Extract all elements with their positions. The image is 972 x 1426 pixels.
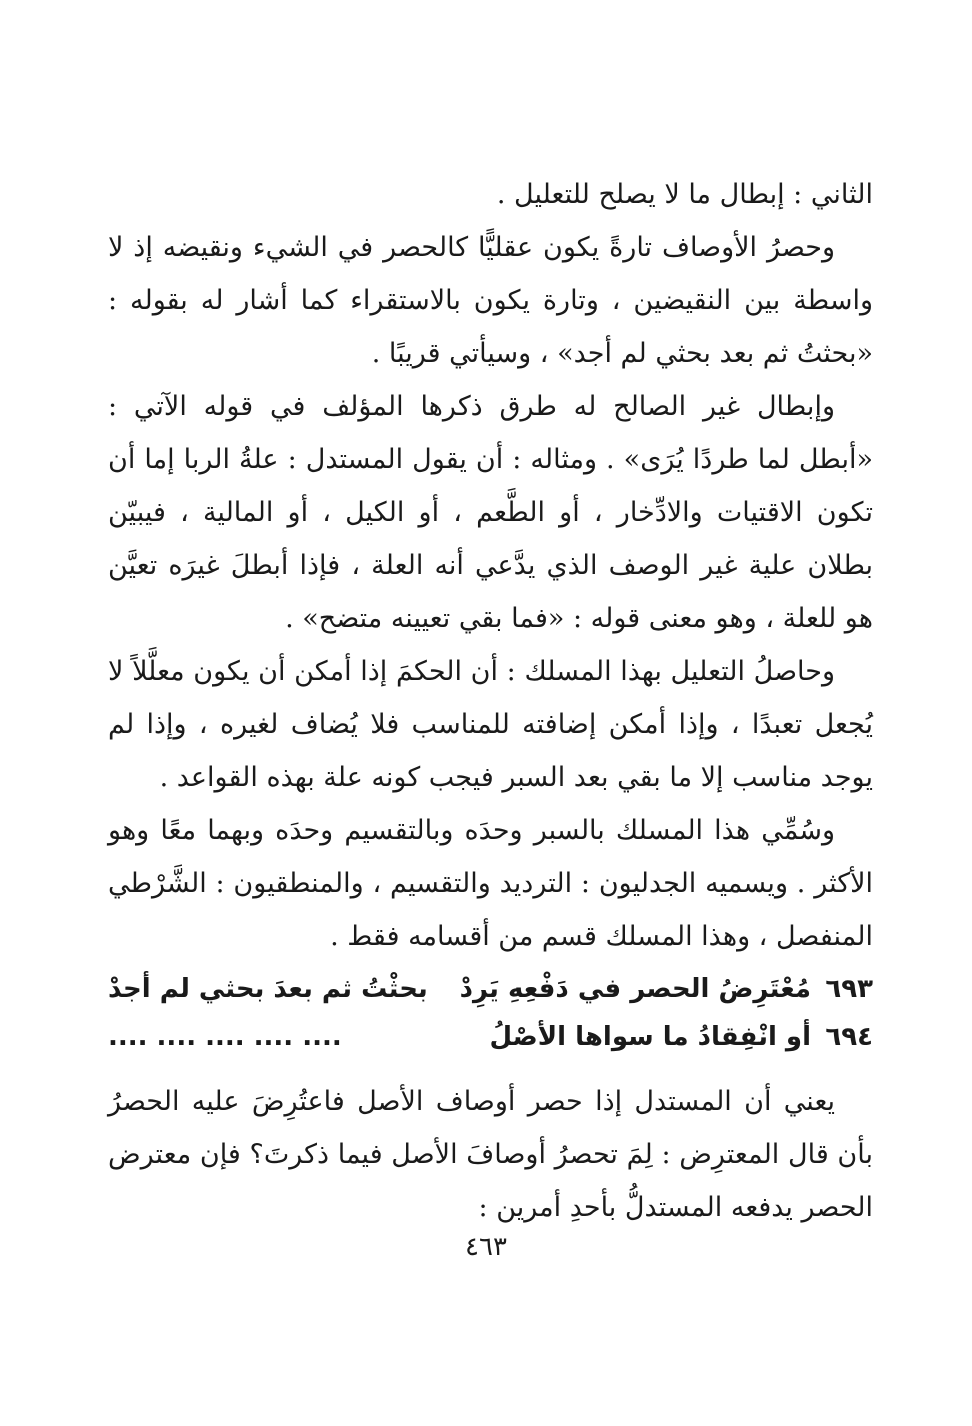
- paragraph: وحصرُ الأوصاف تارةً يكون عقليًّا كالحصر في الشيء ونقيضه إذ لا واسطة بين النقيضين ، وتارة يكون بالاستقراء كما أشار له بقوله : «بحثتُ ثم بعد بحثي لم أجد» ، وسيأتي قريبًا .: [108, 232, 873, 369]
- verse-line: [108, 965, 873, 1013]
- text-section-top: [108, 168, 873, 963]
- verse-number: ٦٩٣: [825, 974, 873, 1004]
- paragraph: الثاني : إبطال ما لا يصلح للتعليل .: [496, 179, 873, 210]
- verse-first-hemistich: أو انْفِقادُ ما سواها الأصْلُ: [489, 1022, 811, 1052]
- page-number: ٤٦٣: [465, 1232, 507, 1262]
- text-section-bottom: [108, 1075, 873, 1234]
- paragraph: وإبطال غير الصالح له طرق ذكرها المؤلف في قوله الآتي : «أبطل لما طردًا يُرَى» . ومثاله : أن يقول المستدل : علةُ الربا إما أن تكون الاقتيات والادِّخار ، أو الطَّعم ، أو الكيل ، أو المالية ، فيبيّن بطلان علية غير الوصف الذي يدَّعي أنه العلة ، فإذا أبطلَ غيرَه تعيَّن هو للعلة ، وهو معنى قوله : «فما بقي تعيينه متضح» .: [108, 391, 873, 634]
- verse-second-hemistich: بحثْتُ ثم بعدَ بحثي لم أجدْ: [108, 974, 428, 1004]
- verse-second-hemistich: .... .... .... .... ....: [108, 1022, 342, 1052]
- page-body: [108, 168, 873, 1234]
- paragraph: وحاصلُ التعليل بهذا المسلك : أن الحكمَ إذا أمكن أن يكون معلَّلاً لا يُجعل تعبدًا ، وإذا أمكن إضافته للمناسب فلا يُضاف لغيره ، وإذا لم يوجد مناسب إلا ما بقي بعد السبر فيجب كونه علة بهذه القواعد .: [108, 656, 873, 793]
- verse-first-hemistich: مُعْتَرِضُ الحصر في دَفْعِهِ يَرِدْ: [459, 974, 811, 1004]
- paragraph: يعني أن المستدل إذا حصر أوصاف الأصل فاعتُرِضَ عليه الحصرُ بأن قال المعترِض : لِمَ تحصرُ أوصافَ الأصل فيما ذكرتَ؟ فإن معترض الحصر يدفعه المستدلُّ بأحدِ أمرين :: [108, 1086, 873, 1223]
- verse-block: [108, 965, 873, 1061]
- paragraph: وسُمِّي هذا المسلك بالسبر وحدَه وبالتقسيم وحدَه وبهما معًا وهو الأكثر . ويسميه الجدليون : الترديد والتقسيم ، والمنطقيون : الشَّرْطي المنفصل ، وهذا المسلك قسم من أقسامه فقط .: [108, 815, 873, 952]
- verse-line: [108, 1013, 873, 1061]
- verse-number: ٦٩٤: [825, 1022, 873, 1052]
